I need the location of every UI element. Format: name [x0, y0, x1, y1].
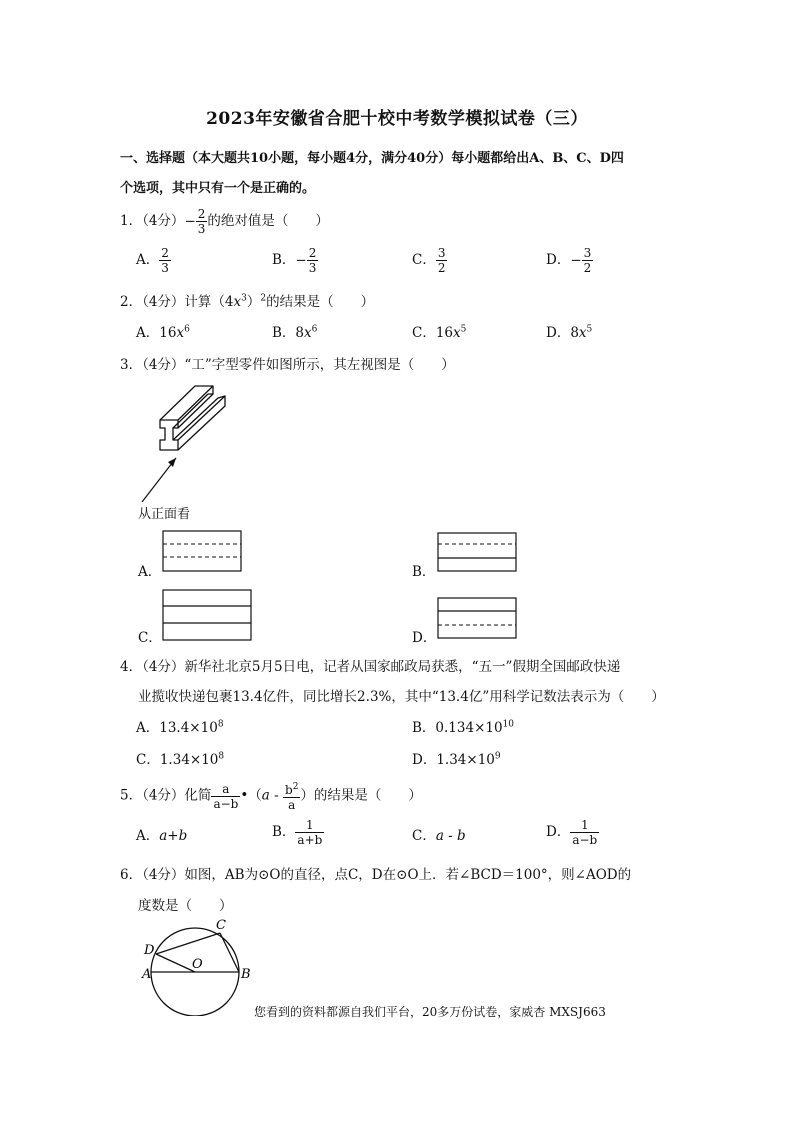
q4-option-b: B．$0.134\times 10^{10}$: [412, 719, 515, 736]
circle-geometry-figure: [132, 916, 262, 1016]
q3-option-b-figure: [437, 532, 517, 572]
q1-option-a: A． $\frac{2}{3}$: [136, 246, 169, 275]
question-6-line1: 6．（4分）如图，AB为⊙O的直径，点C，D在⊙O上．若∠BCD＝100°，则∠AOD的: [120, 867, 632, 883]
q5-option-a: A．a+b: [136, 828, 188, 844]
q1-number: 1．（4分）: [120, 213, 185, 229]
q3-option-c-figure: [162, 589, 252, 641]
q2-option-d: D．$8x^5$: [546, 324, 593, 341]
q1-option-c: C． $\frac{3}{2}$: [412, 246, 446, 275]
q3-option-a-figure: [162, 530, 242, 572]
page-title: 2023年安徽省合肥十校中考数学模拟试卷（三）: [206, 109, 588, 129]
question-3: 3．（4分）“工”字型零件如图所示，其左视图是（ ）: [120, 357, 455, 373]
q5-option-c: C．a - b: [412, 828, 466, 844]
q5-option-b: B． $\frac{1}{a+b}$: [272, 818, 323, 847]
question-4-line2: 业揽收快递包裹13.4亿件，同比增长2.3%，其中“13.4亿”用科学记数法表示为（ ）: [138, 689, 665, 705]
question-6-line2: 度数是（ ）: [138, 898, 233, 914]
q1-option-b: B．− $\frac{2}{3}$: [272, 246, 317, 275]
question-1: [120, 207, 329, 236]
q4-option-a: A．$13.4\times 10^8$: [136, 719, 224, 736]
q3-option-d-label: D．: [412, 630, 437, 646]
point-b-label: B: [241, 967, 251, 982]
point-c-label: C: [216, 918, 226, 933]
q1-text: 的绝对值是（ ）: [207, 213, 329, 229]
question-5: 5．（4分）化简 $\frac{a}{a-b}$ •（a - $\frac{b^2}{a}$ ）的结果是（ ）: [120, 781, 422, 812]
footer-notice: 您看到的资料都源自我们平台，20多万份试卷，家威杏 MXSJ663: [254, 1005, 606, 1019]
q3-option-a-label: A．: [138, 564, 162, 580]
question-2: 2．（4分）计算$(4x^3)^2$的结果是（ ）: [120, 293, 375, 310]
section-heading-line2: 个选项，其中只有一个是正确的。: [120, 181, 316, 196]
q1-minus: −: [184, 213, 196, 230]
section-heading-line1: 一、选择题（本大题共10小题，每小题4分，满分40分）每小题都给出A、B、C、D四: [120, 151, 624, 166]
segment-do: [156, 954, 195, 972]
q3-option-b-label: B．: [412, 564, 436, 580]
q4-option-d: D．$1.34\times 10^9$: [412, 751, 501, 768]
q3-option-c-label: C．: [138, 630, 162, 646]
arrow-head-icon: [168, 458, 176, 467]
q5-option-d: D． $\frac{1}{a-b}$: [546, 818, 598, 847]
point-d-label: D: [144, 943, 155, 958]
segment-dc: [156, 933, 220, 954]
point-a-label: A: [142, 967, 152, 982]
i-beam-figure: [130, 378, 250, 528]
view-direction-label: 从正面看: [138, 507, 191, 522]
point-o-label: O: [192, 957, 203, 972]
q2-option-c: C．$16x^5$: [412, 324, 467, 341]
question-4-line1: 4．（4分）新华社北京5月5日电，记者从国家邮政局获悉，“五一”假期全国邮政快递: [120, 659, 621, 675]
q2-option-b: B．$8x^6$: [272, 324, 318, 341]
q2-option-a: A．$16x^6$: [136, 324, 190, 341]
q4-option-c: C．$1.34\times 10^8$: [136, 751, 225, 768]
q3-option-d-figure: [437, 597, 517, 639]
q1-option-d: D．− $\frac{3}{2}$: [546, 246, 592, 275]
segment-cb: [220, 933, 239, 972]
q1-fraction: $\frac{2}{3}$: [197, 207, 206, 236]
